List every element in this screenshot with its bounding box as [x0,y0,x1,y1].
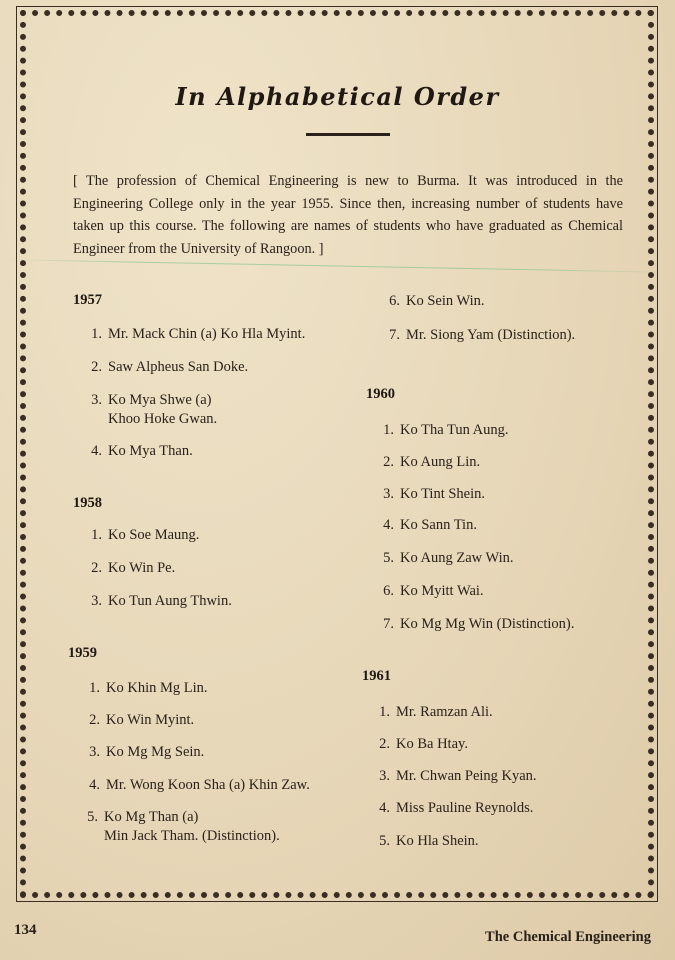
list-item: 6. Ko Myitt Wai. [383,583,484,599]
list-item: 1. Ko Tha Tun Aung. [383,422,509,438]
publication-title: The Chemical Engineering [485,929,651,945]
list-item: 2. Ko Aung Lin. [383,454,481,470]
year-heading-1959: 1959 [68,645,97,661]
list-item: 2. Ko Win Pe. [91,560,176,576]
list-item: 1. Ko Khin Mg Lin. [89,680,208,696]
list-item: 6. Ko Sein Win. [389,293,485,309]
list-item: 1. Mr. Ramzan Ali. [379,704,493,720]
list-item: 3. Ko Tun Aung Thwin. [91,593,232,609]
list-item: 3. Ko Tint Shein. [383,486,486,502]
list-item: 4. Ko Mya Than. [91,443,193,459]
list-item: 2. Saw Alpheus San Doke. [91,359,249,375]
year-heading-1960: 1960 [366,386,395,402]
list-item: 4. Ko Sann Tin. [383,517,477,533]
list-item: 7. Ko Mg Mg Win (Distinction). [383,616,575,632]
list-item: 1. Mr. Mack Chin (a) Ko Hla Myint. [91,326,306,342]
year-heading-1961: 1961 [362,668,391,684]
page-number: 134 [14,922,37,938]
list-item: 2. Ko Ba Htay. [379,736,468,752]
list-item: 4. Mr. Wong Koon Sha (a) Khin Zaw. [89,777,310,793]
list-item: 5. Ko Mg Than (a) Min Jack Tham. (Distinction). [87,809,280,844]
list-item: 4. Miss Pauline Reynolds. [379,800,534,816]
list-item: 3. Ko Mg Mg Sein. [89,744,205,760]
year-heading-1958: 1958 [73,495,102,511]
list-item: 5. Ko Aung Zaw Win. [383,550,514,566]
page-title: In Alphabetical Order [175,82,500,111]
year-heading-1957: 1957 [73,292,102,308]
list-item: 3. Ko Mya Shwe (a) Khoo Hoke Gwan. [91,392,218,427]
list-item: 5. Ko Hla Shein. [379,833,479,849]
list-item: 1. Ko Soe Maung. [91,527,200,543]
list-item: 2. Ko Win Myint. [89,712,195,728]
list-item: 7. Mr. Siong Yam (Distinction). [389,327,576,343]
intro-paragraph: [ The profession of Chemical Engineering is new to Burma. It was introduced in the Engineering College only in the year 1955. Since then, increasing number of students have taken up this course. The following are names of students who have graduated as Chemical Engineer from the University of Rangoon. ] [73,173,623,257]
list-item: 3. Mr. Chwan Peing Kyan. [379,768,537,784]
title-underline [306,133,390,136]
